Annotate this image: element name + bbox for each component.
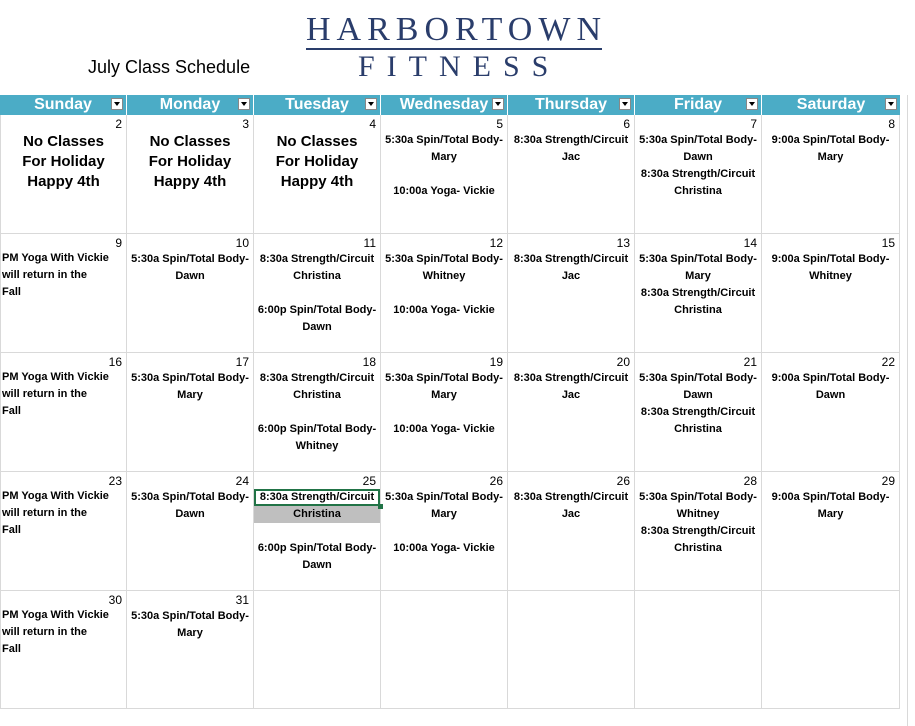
day-cell[interactable]: [508, 591, 635, 709]
note-line: PM Yoga With Vickie: [2, 490, 109, 502]
class-entry-line: 5:30a Spin/Total Body-: [639, 253, 757, 265]
selected-range-cell[interactable]: Christina: [254, 506, 380, 523]
class-entry-line: Mary: [685, 270, 711, 282]
class-entries: [508, 132, 634, 166]
week-row: [0, 115, 900, 234]
class-entry-line: 6:00p Spin/Total Body-: [257, 423, 377, 435]
class-entry-line: 10:00a Yoga- Vickie: [393, 304, 495, 316]
filter-dropdown-icon[interactable]: [746, 98, 758, 110]
holiday-line: For Holiday: [148, 153, 232, 170]
day-cell[interactable]: [127, 591, 254, 709]
class-entry-line: Dawn: [175, 508, 205, 520]
day-number: 8: [888, 117, 895, 131]
note-line: will return in the: [2, 626, 87, 638]
class-entries: [254, 489, 380, 574]
holiday-notice: [254, 132, 380, 192]
day-header-tuesday[interactable]: [254, 95, 381, 115]
class-entry-line: 8:30a Strength/Circuit: [513, 491, 629, 503]
class-entry-line: 5:30a Spin/Total Body-: [385, 372, 503, 384]
class-entry-line: 8:30a Strength/Circuit: [513, 372, 629, 384]
class-entry-line: 5:30a Spin/Total Body-: [131, 372, 249, 384]
class-entry-line: Dawn: [683, 151, 713, 163]
class-entry-line: Jac: [561, 270, 581, 282]
class-entry-line: 5:30a Spin/Total Body-: [385, 491, 503, 503]
filter-dropdown-icon[interactable]: [619, 98, 631, 110]
selected-cell[interactable]: 8:30a Strength/Circuit: [254, 489, 380, 506]
day-cell[interactable]: [127, 115, 254, 234]
day-header-friday[interactable]: [635, 95, 762, 115]
class-entries: [635, 251, 761, 319]
yoga-note: [2, 369, 126, 420]
note-line: will return in the: [2, 269, 87, 281]
harbortown-fitness-logo: [300, 8, 610, 83]
class-entry-line: 6:00p Spin/Total Body-: [257, 304, 377, 316]
class-entry-line: Whitney: [676, 508, 720, 520]
day-cell[interactable]: [254, 591, 381, 709]
day-cell[interactable]: [762, 234, 900, 353]
day-cell[interactable]: [508, 353, 635, 472]
class-entry-line: 8:30a Strength/Circuit: [259, 372, 375, 384]
day-cell[interactable]: [762, 472, 900, 591]
class-entry-line: Dawn: [302, 559, 332, 571]
day-cell[interactable]: [635, 591, 762, 709]
class-entry-line: 9:00a Spin/Total Body-: [771, 253, 890, 265]
day-number: 7: [750, 117, 757, 131]
class-entry-line: 10:00a Yoga- Vickie: [393, 423, 495, 435]
day-number: 6: [623, 117, 630, 131]
day-cell[interactable]: [762, 115, 900, 234]
class-entry-line: 8:30a Strength/Circuit: [259, 253, 375, 265]
class-entries: [127, 608, 253, 642]
holiday-line: Happy 4th: [280, 173, 354, 190]
day-number: 31: [235, 593, 249, 607]
entry-gap: [254, 523, 380, 540]
class-entries: [762, 251, 899, 285]
note-line: Fall: [2, 405, 21, 417]
day-cell[interactable]: [381, 353, 508, 472]
class-entry-line: Dawn: [683, 389, 713, 401]
class-entries: [381, 132, 507, 200]
filter-dropdown-icon[interactable]: [492, 98, 504, 110]
day-number: 26: [616, 474, 630, 488]
note-line: Fall: [2, 286, 21, 298]
day-number: 10: [235, 236, 249, 250]
class-entry-line: 10:00a Yoga- Vickie: [393, 542, 495, 554]
day-cell[interactable]: [508, 472, 635, 591]
class-entry-line: Mary: [177, 389, 203, 401]
day-number: 20: [616, 355, 630, 369]
class-entries: [635, 132, 761, 200]
class-entry-line: 5:30a Spin/Total Body-: [385, 253, 503, 265]
day-cell[interactable]: [381, 115, 508, 234]
filter-dropdown-icon[interactable]: [885, 98, 897, 110]
day-header-label: Thursday: [534, 96, 607, 113]
day-cell[interactable]: [0, 353, 127, 472]
note-line: PM Yoga With Vickie: [2, 609, 109, 621]
yoga-note: [2, 607, 126, 658]
class-entries: [381, 489, 507, 557]
day-number: 3: [242, 117, 249, 131]
day-number: 26: [489, 474, 503, 488]
logo-top-text: HARBORTOWN: [306, 11, 608, 48]
day-cell[interactable]: [381, 472, 508, 591]
entry-gap: [381, 285, 507, 302]
class-entries: [254, 370, 380, 455]
holiday-notice: [127, 132, 253, 192]
day-header-row: [0, 95, 900, 115]
week-row: [0, 591, 900, 709]
class-entries: [381, 370, 507, 438]
day-header-monday[interactable]: [127, 95, 254, 115]
class-entry-line: 5:30a Spin/Total Body-: [639, 372, 757, 384]
class-entry-line: Christina: [674, 542, 722, 554]
day-cell[interactable]: [635, 353, 762, 472]
day-cell[interactable]: [0, 591, 127, 709]
day-number: 30: [108, 593, 122, 607]
note-line: Fall: [2, 524, 21, 536]
class-entry-line: 5:30a Spin/Total Body-: [131, 610, 249, 622]
day-number: 29: [881, 474, 895, 488]
day-cell[interactable]: [635, 115, 762, 234]
day-number: 15: [881, 236, 895, 250]
holiday-line: For Holiday: [275, 153, 359, 170]
note-line: will return in the: [2, 388, 87, 400]
day-cell[interactable]: [0, 234, 127, 353]
day-cell[interactable]: [0, 472, 127, 591]
day-header-wednesday[interactable]: [381, 95, 508, 115]
class-entry-line: 8:30a Strength/Circuit: [513, 253, 629, 265]
holiday-line: No Classes: [149, 133, 231, 150]
day-number: 2: [115, 117, 122, 131]
yoga-note: [2, 488, 126, 539]
note-line: PM Yoga With Vickie: [2, 252, 109, 264]
class-entry-line: 5:30a Spin/Total Body-: [131, 253, 249, 265]
day-cell[interactable]: [0, 115, 127, 234]
day-cell[interactable]: [381, 234, 508, 353]
day-cell[interactable]: [254, 115, 381, 234]
day-header-thursday[interactable]: [508, 95, 635, 115]
class-entries: [127, 251, 253, 285]
day-cell[interactable]: [762, 591, 900, 709]
class-entry-line: Dawn: [175, 270, 205, 282]
note-line: PM Yoga With Vickie: [2, 371, 109, 383]
class-entry-line: 8:30a Strength/Circuit: [513, 134, 629, 146]
entry-gap: [381, 166, 507, 183]
class-entry-line: 8:30a Strength/Circuit: [640, 287, 756, 299]
class-entry-line: Christina: [674, 185, 722, 197]
day-cell[interactable]: [635, 234, 762, 353]
class-entry-line: 9:00a Spin/Total Body-: [771, 491, 890, 503]
note-line: Fall: [2, 643, 21, 655]
calendar-grid: [0, 95, 900, 709]
class-entry-line: 5:30a Spin/Total Body-: [639, 134, 757, 146]
day-header-sunday[interactable]: [0, 95, 127, 115]
calendar-weeks: [0, 115, 900, 709]
class-entry-line: Whitney: [295, 440, 339, 452]
class-entry-line: Jac: [561, 508, 581, 520]
day-cell[interactable]: [254, 472, 381, 591]
entry-gap: [254, 285, 380, 302]
filter-dropdown-icon[interactable]: [238, 98, 250, 110]
day-cell[interactable]: [254, 353, 381, 472]
day-number: 5: [496, 117, 503, 131]
class-entries: [254, 251, 380, 336]
class-entry-line: 8:30a Strength/Circuit: [640, 406, 756, 418]
class-entry-line: Dawn: [302, 321, 332, 333]
class-entry-line: 10:00a Yoga- Vickie: [393, 185, 495, 197]
holiday-line: No Classes: [276, 133, 358, 150]
day-cell[interactable]: [381, 591, 508, 709]
class-entry-line: 8:30a Strength/Circuit: [640, 525, 756, 537]
day-cell[interactable]: [127, 472, 254, 591]
class-entry-line: 9:00a Spin/Total Body-: [771, 372, 890, 384]
class-entry-line: Whitney: [422, 270, 466, 282]
class-entry-line: Whitney: [809, 270, 852, 282]
class-entry-line: Jac: [561, 389, 581, 401]
day-header-label: Wednesday: [399, 96, 489, 113]
class-entries: [508, 489, 634, 523]
day-number: 22: [881, 355, 895, 369]
class-entries: [508, 370, 634, 404]
class-entry-line: Jac: [561, 151, 581, 163]
day-cell[interactable]: [127, 353, 254, 472]
class-entry-line: Mary: [177, 627, 203, 639]
holiday-notice: [1, 132, 126, 192]
day-cell[interactable]: [508, 234, 635, 353]
class-entry-line: Mary: [431, 389, 457, 401]
class-entry-line: 9:00a Spin/Total Body-: [771, 134, 890, 146]
class-entry-line: Mary: [431, 508, 457, 520]
class-entry-line: Mary: [431, 151, 457, 163]
class-entry-line: Christina: [293, 389, 341, 401]
holiday-line: For Holiday: [22, 153, 105, 170]
holiday-line: No Classes: [23, 133, 104, 150]
day-number: 17: [235, 355, 249, 369]
entry-gap: [254, 404, 380, 421]
class-entry-line: Dawn: [815, 389, 846, 401]
class-entries: [635, 370, 761, 438]
grid-right-border: [907, 95, 908, 726]
class-entry-line: Mary: [817, 151, 844, 163]
day-header-label: Monday: [159, 96, 221, 113]
day-number: 13: [616, 236, 630, 250]
day-header-saturday[interactable]: [762, 95, 900, 115]
class-entry-line: 5:30a Spin/Total Body-: [385, 134, 503, 146]
holiday-line: Happy 4th: [153, 173, 227, 190]
day-number: 12: [489, 236, 503, 250]
day-cell[interactable]: [635, 472, 762, 591]
day-number: 23: [108, 474, 122, 488]
class-entry-line: 5:30a Spin/Total Body-: [639, 491, 757, 503]
class-entry-line: Christina: [293, 270, 341, 282]
class-entries: [762, 370, 899, 404]
class-entries: [127, 489, 253, 523]
day-header-label: Saturday: [796, 96, 866, 113]
yoga-note: [2, 250, 126, 301]
filter-dropdown-icon[interactable]: [111, 98, 123, 110]
class-entry-line: 5:30a Spin/Total Body-: [131, 491, 249, 503]
day-cell[interactable]: [762, 353, 900, 472]
entry-gap: [381, 523, 507, 540]
week-row: [0, 234, 900, 353]
class-entry-line: Christina: [674, 423, 722, 435]
note-line: will return in the: [2, 507, 87, 519]
schedule-title[interactable]: July Class Schedule: [88, 57, 251, 77]
day-header-label: Sunday: [34, 96, 92, 113]
day-number: 25: [362, 474, 376, 488]
day-number: 9: [115, 236, 122, 250]
day-header-label: Friday: [673, 96, 722, 113]
class-entry-line: Christina: [674, 304, 722, 316]
day-cell[interactable]: [127, 234, 254, 353]
class-entries: [127, 370, 253, 404]
entry-gap: [381, 404, 507, 421]
week-row: [0, 472, 900, 591]
class-entry-line: 6:00p Spin/Total Body-: [257, 542, 377, 554]
day-cell[interactable]: [508, 115, 635, 234]
holiday-line: Happy 4th: [27, 173, 100, 190]
class-entries: [381, 251, 507, 319]
day-number: 16: [108, 355, 122, 369]
day-number: 21: [743, 355, 757, 369]
class-entry-line: Mary: [817, 508, 844, 520]
class-entries: [762, 489, 899, 523]
day-number: 18: [362, 355, 376, 369]
class-entries: [762, 132, 899, 166]
day-number: 14: [743, 236, 757, 250]
class-entry-line: 8:30a Strength/Circuit: [640, 168, 756, 180]
day-number: 19: [489, 355, 503, 369]
filter-dropdown-icon[interactable]: [365, 98, 377, 110]
class-entries: [635, 489, 761, 557]
day-number: 24: [235, 474, 249, 488]
day-header-label: Tuesday: [285, 96, 349, 113]
logo-bottom-text: FITNESS: [358, 50, 561, 83]
week-row: [0, 353, 900, 472]
day-number: 4: [369, 117, 376, 131]
day-cell[interactable]: [254, 234, 381, 353]
day-number: 11: [363, 236, 376, 250]
class-entries: [508, 251, 634, 285]
day-number: 28: [743, 474, 757, 488]
